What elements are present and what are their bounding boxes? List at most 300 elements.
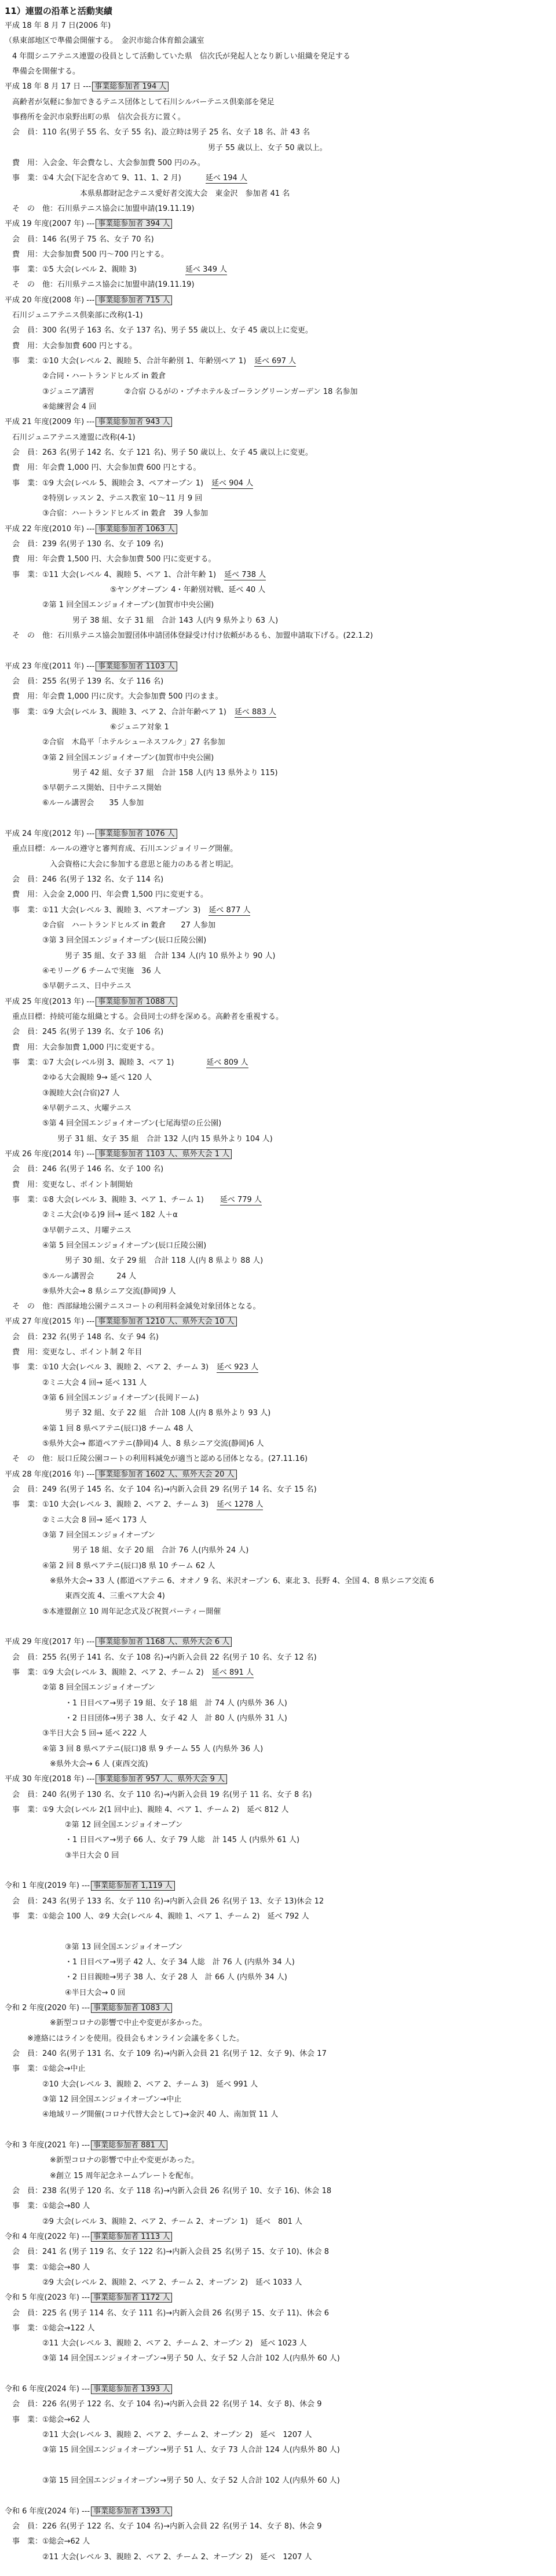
line-text: ⑤ヤングオーブン 4・年齢別対戦、延べ 40 人 <box>5 586 266 594</box>
text-line <box>5 783 162 794</box>
year-label: 令和 2 年度(2020 年) --- <box>5 2004 90 2012</box>
line-text: ③合宿：ハートランドヒルズ in 穀倉 39 人参加 <box>5 509 209 518</box>
cumulative-total: 延べ 194 人 <box>205 174 247 182</box>
line-text: ②ミニ大会 4 回→ 延べ 131 人 <box>5 1379 147 1387</box>
text-line <box>5 2263 90 2273</box>
line-text: ③第 15 回全国エンジョイオープン→男子 50 人、女子 52 人合計 102 人(内県外 60 人) <box>5 2476 340 2485</box>
line-text: 入会資格に大会に参加する意思と能力のある者と明記。 <box>5 860 239 869</box>
text-line <box>5 2476 340 2486</box>
text-line <box>5 2247 329 2257</box>
text-line <box>5 737 225 748</box>
cumulative-total: 延べ 697 人 <box>254 357 297 366</box>
text-line <box>5 1362 258 1373</box>
text-line <box>5 2415 90 2425</box>
text-line <box>5 1027 163 1037</box>
text-line <box>5 97 275 108</box>
line-text: 会 員：249 名(男子 145 名、女子 104 名)→内新入会員 29 名(男子 14 名、女子 15 名) <box>5 1485 317 1494</box>
text-line <box>5 844 237 854</box>
text-line <box>5 127 310 138</box>
text-line <box>5 1226 131 1236</box>
line-text: 費 用：年会費 1,000 円に戻す。大会参加費 500 円のまま。 <box>5 692 223 701</box>
line-text: 事 業：①総会→62 人 <box>5 2537 90 2546</box>
line-text: ※連絡にはラインを使用。役員会もオンライン会議を多くした。 <box>5 2034 244 2043</box>
text-line <box>5 1561 215 1572</box>
text-line <box>5 2308 329 2319</box>
line-text: ②第 12 回全国エンジョイオープン <box>5 1821 183 1829</box>
year-label: 平成 25 年度(2013 年) --- <box>5 997 95 1006</box>
year-label: 令和 4 年度(2022 年) --- <box>5 2232 90 2241</box>
text-line <box>5 707 276 718</box>
text-line <box>5 21 111 31</box>
year-heading <box>5 524 177 535</box>
cumulative-total: 延べ 883 人 <box>234 708 276 717</box>
line-text: ⑤第 4 回全国エンジョイオープン(七尾海望の丘公園) <box>5 1119 222 1128</box>
participants-total-box: 事業総参加者 1063 人 <box>96 524 177 534</box>
text-line <box>5 204 195 214</box>
line-text: ・1 日目ペア→男子 66 人、女子 79 人総 計 145 人 (内県外 61 人) <box>5 1836 300 1844</box>
text-line <box>5 936 206 946</box>
year-heading <box>5 997 177 1007</box>
line-text: ③ジュニア講習 ②合宿 ひるがの・プチホテル＆ゴーラングリーンガーデン 18 名参加 <box>5 388 358 396</box>
year-label: 令和 6 年度(2024 年) --- <box>5 2507 90 2516</box>
line-text: 会 員：240 名(男子 130 名、女子 110 名)→内新入会員 19 名(男子 11 名、女子 8 名) <box>5 1791 312 1799</box>
cumulative-total: 延べ 809 人 <box>206 1058 248 1067</box>
text-line <box>5 1347 142 1358</box>
text-line <box>5 1698 287 1709</box>
line-text: 平成 18 年 8 月 7 日(2006 年) <box>5 21 111 30</box>
participants-total-box: 事業総参加者 1393 人 <box>91 2506 172 2516</box>
line-text: ②11 大会(レベル 3、親睦 2、ペア 2、チーム 2、オープン 2) 延べ 1023 人 <box>5 2339 307 2348</box>
text-line <box>5 1942 182 1953</box>
year-label: 令和 6 年度(2024 年) --- <box>5 2385 90 2394</box>
text-line <box>5 326 313 336</box>
line-text: 男子 32 組、女子 22 組 合計 108 人(内 8 県外より 93 人) <box>5 1409 271 1417</box>
line-text: そ の 他：辰口丘陵公園コートの利用料減免が適当と認める団体となる。(27.11.16) <box>5 1455 308 1463</box>
text-line <box>5 112 185 123</box>
line-text: ⑤本連盟創立 10 周年記念式及び祝賀パーティー開催 <box>5 1607 221 1616</box>
text-line <box>5 920 215 931</box>
line-text: 会 員：225 名 (男子 114 名、女子 111 名)→内新入会員 26 名(男子 15、女子 11)、休会 6 <box>5 2309 329 2318</box>
text-line <box>5 2399 322 2410</box>
participants-total-box: 事業総参加者 881 人 <box>91 2140 167 2150</box>
text-line <box>5 905 250 916</box>
year-heading <box>5 219 172 229</box>
text-line <box>5 1332 159 1343</box>
participants-total-box: 事業総参加者 194 人 <box>92 82 169 92</box>
line-text: 男子 38 組、女子 31 組 合計 143 人(内 9 県外より 63 人) <box>5 616 279 625</box>
year-heading <box>5 829 177 839</box>
line-text: ③第 6 回全国エンジョイオープン(長岡ドーム) <box>5 1394 199 1402</box>
text-line <box>5 2339 307 2349</box>
line-text: ⑤早朝テニス開始、日中テニス開始 <box>5 784 162 792</box>
text-line <box>5 2522 322 2532</box>
line-text: 石川ジュニアテニス倶楽部に改称(1-1) <box>5 311 143 320</box>
text-line <box>5 402 96 412</box>
text-line <box>5 692 223 702</box>
line-text: 事 業：①8 大会(レベル 3、親睦 3、ペア 1、チーム 1) <box>5 1196 204 1204</box>
text-line <box>5 1210 178 1221</box>
line-text: ③第 2 回全国エンジョイオープン(加賀市中央公園) <box>5 754 214 762</box>
text-line <box>5 1607 221 1617</box>
line-text: ※県外大会→ 33 人 (都道ペアテニ 6、オオノ 9 名、米沢オープン 6、東北 3、長野 4、全国 4、8 県シニア交流 6 <box>5 1577 434 1585</box>
line-text: 会 員：245 名(男子 139 名、女子 106 名) <box>5 1028 164 1036</box>
line-text: 高齢者が気軽に参加できるテニス団体として石川シルバーテニス倶楽部を発足 <box>5 98 275 107</box>
text-line <box>5 250 169 260</box>
year-heading <box>5 1881 175 1891</box>
line-text: 事 業：①総会 100 人、②9 大会(レベル 4、親睦 1、ペア 1、チーム 2) 延べ 792 人 <box>5 1912 309 1921</box>
line-text: ③親睦大会(合宿)27 人 <box>5 1089 120 1098</box>
line-text: 会 員：226 名(男子 122 名、女子 104 名)→内新入会員 22 名(男子 14、女子 8)、休会 9 <box>5 2400 322 2409</box>
line-text: ④モリーグ 6 チームで実施 36 人 <box>5 967 161 975</box>
line-text: ④第 1 回 8 県ペアテニ(辰口)8 チーム 48 人 <box>5 1424 193 1433</box>
text-line <box>5 36 204 46</box>
cumulative-total: 延べ 349 人 <box>185 265 228 274</box>
text-line <box>5 1790 312 1800</box>
line-text: 事 業：①5 大会(レベル 2、親睦 3) <box>5 265 137 274</box>
participants-total-box: 事業総参加者 394 人 <box>96 219 172 229</box>
line-text: 事 業：①4 大会(下記を含めて 9、11、1、2 月) <box>5 174 181 182</box>
line-text: ②9 大会(レベル 3、親睦 2、ペア 2、チーム 2、オープン 1) 延べ 801 人 <box>5 2217 302 2226</box>
line-text: ③第 14 回全国エンジョイオープン→男子 50 人、女子 52 人合計 102 人(内県外 60 人) <box>5 2354 340 2363</box>
text-line <box>5 1378 147 1389</box>
participants-total-box: 事業総参加者 1083 人 <box>91 2003 172 2013</box>
participants-total-box: 事業総参加者 1088 人 <box>96 997 177 1007</box>
line-text: 会 員：240 名(男子 131 名、女子 109 名)→内新入会員 21 名(男子 12、女子 9)、休会 17 <box>5 2049 327 2058</box>
text-line <box>5 1576 434 1587</box>
participants-total-box: 事業総参加者 1393 人 <box>91 2384 172 2394</box>
line-text: 準備会を開催する。 <box>5 67 81 76</box>
text-line <box>5 1408 270 1419</box>
text-line <box>5 1972 287 1983</box>
year-label: 平成 21 年度(2009 年) --- <box>5 418 95 426</box>
text-line <box>5 2552 312 2563</box>
line-text: 重点目標：ルールの遵守と審判育成、石川エンジョイリーグ開催。 <box>5 845 238 853</box>
line-text: ⑤県外大会→ 都道ペアテニ(静岡)4 人、8 県シニア交流(静岡)6 人 <box>5 1439 264 1448</box>
line-text: 4 年間シニアテニス連盟の役員として活動していた県 信次氏が発起人となり新しい組織を発足する <box>5 52 350 61</box>
line-text: ②9 大会(レベル 2、親睦 2、ペア 2、チーム 2、オープン 2) 延べ 1033 人 <box>5 2278 302 2287</box>
text-line <box>5 1012 283 1022</box>
line-text: 会 員：110 名(男子 55 名、女子 55 名)、設立時は男子 25 名、女子 18 名、計 43 名 <box>5 128 310 137</box>
text-line <box>5 1043 159 1053</box>
line-text: 男子 55 歳以上、女子 50 歳以上。 <box>5 144 327 152</box>
text-line <box>5 2445 340 2456</box>
text-line <box>5 1805 288 1815</box>
line-text: 費 用：入会金、年会費なし、大会参加費 500 円のみ。 <box>5 159 205 167</box>
text-line <box>5 494 202 504</box>
line-text: ※新型コロナの影響で中止や変更が多かった。 <box>5 2019 207 2027</box>
text-line <box>5 1835 299 1846</box>
line-text: ・1 日目ペア→男子 19 組、女子 18 組 計 74 人 (内県外 36 人) <box>5 1699 287 1708</box>
text-line <box>5 2018 207 2029</box>
line-text: 費 用：変更なし、ポイント制 2 年目 <box>5 1348 142 1357</box>
year-heading <box>5 2003 172 2014</box>
cumulative-total: 延べ 779 人 <box>220 1196 262 1204</box>
line-text: ④早朝テニス、火曜テニス <box>5 1104 132 1113</box>
cumulative-total: 延べ 891 人 <box>211 1668 254 1677</box>
text-line <box>5 1653 317 1663</box>
participants-total-box: 事業総参加者 1113 人 <box>91 2232 172 2242</box>
line-text: 会 員：146 名(男子 75 名、女子 70 名) <box>5 235 154 244</box>
line-text: ②合宿 ハートランドヒルズ in 穀倉 27 人参加 <box>5 921 216 930</box>
year-heading <box>5 1149 232 1160</box>
line-text: ③早朝テニス、月曜テニス <box>5 1226 132 1235</box>
line-text: 費 用：大会参加費 1,000 円に変更する。 <box>5 1043 159 1052</box>
text-line <box>5 1744 263 1755</box>
year-label: 平成 24 年度(2012 年) --- <box>5 830 95 838</box>
line-text: 会 員：239 名(男子 130 名、女子 109 名) <box>5 540 164 549</box>
text-line <box>5 1713 287 1724</box>
year-heading <box>5 2293 172 2303</box>
text-line <box>5 631 373 641</box>
text-line <box>5 1957 295 1968</box>
text-line <box>5 890 208 900</box>
text-line <box>5 1591 165 1602</box>
line-text: 本県県都財記念テニス愛好者交流大会 東金沢 参加者 41 名 <box>5 189 290 198</box>
line-text: 事 業：①総会→80 人 <box>5 2202 90 2210</box>
text-line <box>5 2537 90 2547</box>
cumulative-total: 延べ 1278 人 <box>217 1500 264 1509</box>
text-line <box>5 265 227 275</box>
line-text: 事務所を金沢市泉野出町の県 信次会長方に置く。 <box>5 113 185 122</box>
line-text: 事 業：①総会→62 人 <box>5 2416 90 2424</box>
year-label: 令和 5 年度(2023 年) --- <box>5 2293 90 2302</box>
participants-total-box: 事業総参加者 1103 人、県外大会 1 人 <box>96 1149 232 1159</box>
line-text: 会 員：238 名(男子 120 名、女子 118 名)→内新入会員 26 名(男子 10、女子 16)、休会 18 <box>5 2187 332 2195</box>
year-heading <box>5 662 177 672</box>
line-text: ④地域リーグ開催(コロナ代替大会として)→金沢 40 人、南加賀 11 人 <box>5 2110 279 2119</box>
participants-total-box: 事業総参加者 1602 人、県外大会 20 人 <box>96 1470 236 1479</box>
line-text: 男子 30 組、女子 29 組 合計 118 人(内 8 県より 88 人) <box>5 1256 264 1265</box>
line-text: ②11 大会(レベル 3、親睦 2、ペア 2、チーム 2、オープン 2) 延べ 1207 人 <box>5 2553 312 2562</box>
line-text: 会 員：226 名(男子 122 名、女子 104 名)→内新入会員 22 名(男子 14、女子 8)、休会 9 <box>5 2522 322 2531</box>
text-line <box>5 1104 131 1114</box>
year-label: 平成 27 年度(2015 年) --- <box>5 1317 95 1326</box>
line-text: ※新型コロナの影響で中止や変更があった。 <box>5 2156 199 2165</box>
line-text: ③第 15 回全国エンジョイオープン→男子 51 人、女子 73 人合計 124 人(内県外 80 人) <box>5 2446 340 2454</box>
year-heading <box>5 1317 237 1327</box>
text-line <box>5 158 205 169</box>
year-label: 平成 29 年度(2017 年) --- <box>5 1638 95 1646</box>
line-text: ③第 3 回全国エンジョイオープン(辰口丘陵公園) <box>5 936 207 945</box>
text-line <box>5 1545 248 1556</box>
line-text: ⑥ルール講習会 35 人参加 <box>5 799 144 807</box>
text-line <box>5 616 278 626</box>
year-heading <box>5 417 172 427</box>
text-line <box>5 875 163 885</box>
line-text: 会 員：263 名(男子 142 名、女子 121 名)、男子 50 歳以上、女子 45 歳以上に変更。 <box>5 448 313 457</box>
text-line <box>5 509 208 519</box>
line-text: 男子 35 組、女子 33 組 合計 134 人(内 10 県外より 90 人) <box>5 952 276 960</box>
participants-total-box: 事業総参加者 1172 人 <box>91 2293 172 2303</box>
text-line <box>5 1912 309 1922</box>
year-label: 平成 19 年度(2007 年) --- <box>5 220 95 228</box>
text-line <box>5 1058 248 1068</box>
line-text: 費 用：年会費 1,000 円、大会参加費 600 円とする。 <box>5 463 201 472</box>
participants-total-box: 事業総参加者 943 人 <box>96 417 172 427</box>
line-text: 会 員：255 名(男子 139 名、女子 116 名) <box>5 677 164 686</box>
participants-total-box: 事業総参加者 1,119 人 <box>91 1881 174 1891</box>
text-line <box>5 143 327 154</box>
text-line <box>5 1393 199 1404</box>
text-line <box>5 173 247 184</box>
text-line <box>5 1271 136 1282</box>
text-line <box>5 2155 199 2166</box>
line-text: ②特別レッスン 2、テニス教室 10〜11 月 9 回 <box>5 494 203 503</box>
text-line <box>5 2064 86 2074</box>
year-label: 平成 18 年 8 月 17 日 --- <box>5 82 92 91</box>
line-text: ④第 2 回 8 県ペアテニ(辰口)8 県 10 チーム 62 人 <box>5 1562 215 1570</box>
text-line <box>5 52 350 62</box>
year-label: 平成 30 年度(2018 年) --- <box>5 1775 95 1784</box>
text-line <box>5 1424 193 1434</box>
line-text: ⑤ルール講習会 24 人 <box>5 1272 137 1281</box>
text-line <box>5 67 80 77</box>
line-text: ②第 1 回全国エンジョイオープン(加賀市中央公園) <box>5 601 214 609</box>
line-text: ③第 12 回全国エンジョイオープン→中止 <box>5 2095 182 2104</box>
line-text: ・1 日目ペア→男子 42 人、女子 34 人総 計 76 人 (内県外 34 人) <box>5 1958 295 1967</box>
line-text: 事 業：①10 大会(レベル 3、親睦 2、ペア 2、チーム 3) <box>5 1500 209 1509</box>
line-text: 事 業：①9 大会(レベル 3、親睦 3、ペア 2、合計年齢ペア 1) <box>5 708 226 717</box>
line-text: ※創立 15 周年記念ネームプレートを配布。 <box>5 2172 199 2180</box>
text-line <box>5 585 265 595</box>
line-text: ④第 3 回 8 県ペアテニ(辰口)8 県 9 チーム 55 人 (内県外 36 人) <box>5 1745 264 1753</box>
year-label: 令和 1 年度(2019 年) --- <box>5 1881 90 1890</box>
text-line <box>5 478 253 489</box>
line-text: 会 員：255 名(男子 141 名、女子 108 名)→内新入会員 22 名(男子 10 名、女子 12 名) <box>5 1653 317 1662</box>
line-text: ②ゆる大会親睦 9→ 延べ 120 人 <box>5 1073 152 1082</box>
text-line <box>5 2110 278 2120</box>
line-text: 石川ジュニアテニス連盟に改称(4-1) <box>5 433 136 442</box>
line-text: 事 業：①総会→中止 <box>5 2065 86 2073</box>
line-text: 費 用：年会費 1,500 円、大会参加費 500 円に変更する。 <box>5 555 216 564</box>
line-text: ②ミニ大会 8 回→ 延べ 173 人 <box>5 1516 147 1525</box>
text-line <box>5 387 358 397</box>
text-line <box>5 1119 221 1129</box>
year-heading <box>5 295 172 306</box>
line-text: ②ミニ大会(ゆる)9 回→ 延べ 182 人＋α <box>5 1211 178 1219</box>
line-text: 東西交流 4、三重ペア大会 4) <box>5 1592 165 1601</box>
text-line <box>5 1485 317 1495</box>
text-line <box>5 2201 90 2212</box>
line-text: （県東部地区で準備会開催する。 金沢市総合体育館会議室 <box>5 36 204 45</box>
line-text: ③半日大会 5 回→ 延べ 222 人 <box>5 1729 147 1738</box>
line-text: ②10 大会(レベル 3、親睦 2、ペア 2、チーム 3) 延べ 991 人 <box>5 2080 258 2089</box>
year-heading <box>5 1470 237 1480</box>
line-text: ・2 日目団体→男子 38 人、女子 42 人 計 80 人 (内県外 31 人) <box>5 1714 287 1723</box>
text-line <box>5 371 166 382</box>
text-line <box>5 1195 262 1205</box>
line-text: ※県外大会→ 6 人 (東西交流) <box>5 1760 148 1769</box>
line-text: 男子 18 組、女子 20 組 合計 76 人(内県外 24 人) <box>5 1546 249 1555</box>
text-line <box>5 1287 176 1297</box>
text-line <box>5 310 143 321</box>
line-text: そ の 他：石川県テニス協会に加盟申請(19.11.19) <box>5 280 195 289</box>
text-line <box>5 1088 119 1099</box>
participants-total-box: 事業総参加者 1076 人 <box>96 829 177 839</box>
line-text: ⑤早朝テニス、日中テニス <box>5 982 132 991</box>
text-line <box>5 356 296 367</box>
text-line <box>5 433 136 443</box>
text-line <box>5 2034 244 2044</box>
line-text: 費 用：大会参加費 600 円とする。 <box>5 342 137 350</box>
year-label: 令和 3 年度(2021 年) --- <box>5 2141 90 2150</box>
cumulative-total: 延べ 738 人 <box>224 571 266 579</box>
text-line <box>5 1515 147 1526</box>
text-line <box>5 539 163 550</box>
year-heading <box>5 2506 172 2517</box>
line-text: 会 員：241 名 (男子 119 名、女子 122 名)→内新入会員 25 名(男子 15、女子 10)、休会 8 <box>5 2248 329 2256</box>
text-line <box>5 600 214 611</box>
text-line <box>5 753 214 763</box>
text-line <box>5 2095 181 2105</box>
text-line <box>5 722 169 733</box>
text-line <box>5 235 154 245</box>
text-line <box>5 2186 331 2197</box>
text-line <box>5 1530 155 1541</box>
text-line <box>5 1241 206 1251</box>
text-line <box>5 463 201 473</box>
line-text: 事 業：①10 大会(レベル 3、親睦 2、ペア 2、チーム 3) <box>5 1363 209 1372</box>
line-text: 費 用：入会金 2,000 円、年会費 1,500 円に変更する。 <box>5 890 208 899</box>
year-label: 平成 28 年度(2016 年) --- <box>5 1470 95 1479</box>
text-line <box>5 2171 198 2182</box>
year-label: 平成 22 年度(2010 年) --- <box>5 525 95 534</box>
line-text: ②第 8 回全国エンジョイオープン <box>5 1683 156 1692</box>
text-line <box>5 1897 324 1907</box>
text-line <box>5 341 137 352</box>
text-line <box>5 2217 302 2227</box>
line-text: ②合宿 木島平「ホテルシューネスフルク」27 名参加 <box>5 738 225 747</box>
line-text: そ の 他：石川県テニス協会加盟団体申請団体登録受け付け依頼があるも、加盟申請取下げる。(22.1.2) <box>5 631 373 640</box>
text-line <box>5 1439 264 1449</box>
cumulative-total: 延べ 877 人 <box>209 906 251 915</box>
text-line <box>5 1180 133 1190</box>
participants-total-box: 事業総参加者 1210 人、県外大会 10 人 <box>96 1317 236 1327</box>
text-line <box>5 1683 155 1693</box>
text-line <box>5 966 161 977</box>
text-line <box>5 1820 182 1830</box>
year-heading <box>5 2232 172 2242</box>
text-line <box>5 1134 273 1145</box>
text-line <box>5 280 195 290</box>
year-heading <box>5 2384 172 2395</box>
line-text: ④第 5 回全国エンジョイオープン(辰口丘陵公園) <box>5 1241 207 1250</box>
participants-total-box: 事業総参加者 957 人、県外大会 9 人 <box>96 1774 227 1784</box>
line-text: ④総練習会 4 回 <box>5 403 97 411</box>
text-line <box>5 768 278 779</box>
text-line <box>5 189 290 199</box>
line-text: 事 業：①11 大会(レベル 4、親睦 5、ペア 1、合計年齢 1) <box>5 571 217 579</box>
page-title: 11）連盟の沿革と活動実績 <box>5 6 112 16</box>
text-line <box>5 1500 263 1510</box>
year-heading <box>5 82 169 92</box>
text-line <box>5 1729 147 1739</box>
year-label: 平成 23 年度(2011 年) --- <box>5 662 95 671</box>
text-line <box>5 860 238 870</box>
line-text: 費 用：変更なし、ポイント制開始 <box>5 1181 133 1189</box>
year-heading <box>5 2140 167 2151</box>
line-text: 事 業：①10 大会(レベル 2、親睦 5、合計年齢別 1、年齢別ペア 1) <box>5 357 247 366</box>
cumulative-total: 延べ 923 人 <box>217 1363 259 1372</box>
text-line <box>5 570 266 580</box>
text-line <box>5 1073 152 1083</box>
text-line <box>5 554 216 565</box>
text-line <box>5 2049 327 2059</box>
line-text: ⑥ジュニア対象 1 <box>5 723 169 732</box>
line-text: ②11 大会(レベル 3、親睦 2、ペア 2、チーム 2、オープン 2) 延べ 1207 人 <box>5 2431 312 2439</box>
text-line <box>5 2278 302 2288</box>
line-text: ④半日大会→ 0 回 <box>5 1989 126 1997</box>
